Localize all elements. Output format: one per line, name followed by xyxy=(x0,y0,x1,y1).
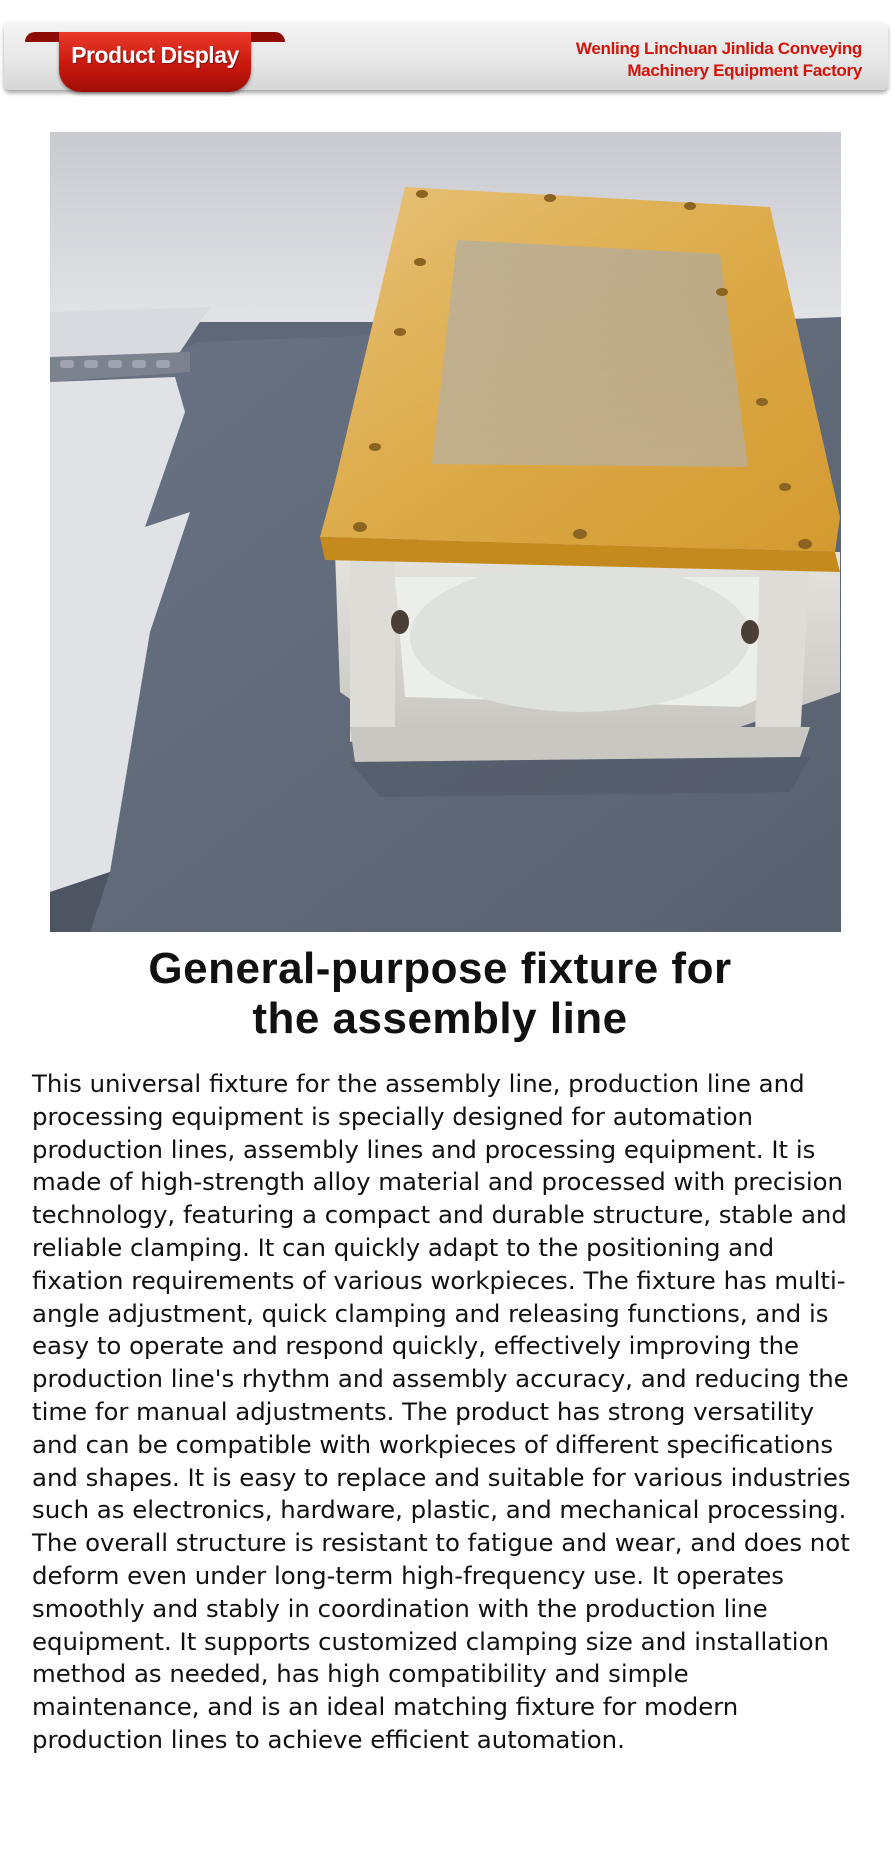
product-display-tab xyxy=(59,32,251,92)
company-name-line2: Machinery Equipment Factory xyxy=(627,61,862,80)
product-title xyxy=(40,944,840,1044)
product-display-label: Product Display xyxy=(71,42,239,68)
product-title-line2: the assembly line xyxy=(252,994,628,1043)
product-photo xyxy=(50,132,841,932)
header-bar xyxy=(4,22,888,90)
company-name-line1: Wenling Linchuan Jinlida Conveying xyxy=(575,39,862,58)
product-title-line1: General-purpose fixture for xyxy=(148,944,732,993)
product-description: This universal fixture for the assembly line, production line and processing equipment is specially designed for automation production lines, assembly lines and processing equipment. It is made of high-strength alloy material and processed with precision technology, featuring a compact and durable structure, stable and reliable clamping. It can quickly adapt to the positioning and fixation requirements of various workpieces. The fixture has multi-angle adjustment, quick clamping and releasing functions, and is easy to operate and respond quickly, effectively improving the production line's rhythm and assembly accuracy, and reducing the time for manual adjustments. The product has strong versatility and can be compatible with workpieces of different specifications and shapes. It is easy to replace and suitable for various industries such as electronics, hardware, plastic, and mechanical processing. The overall structure is resistant to fatigue and wear, and does not deform even under long-term high-frequency use. It operates smoothly and stably in coordination with the production line equipment. It supports customized clamping size and installation method as needed, has high compatibility and simple maintenance, and is an ideal matching fixture for modern production lines to achieve efficient automation. xyxy=(32,1069,851,1754)
company-name xyxy=(576,38,862,82)
